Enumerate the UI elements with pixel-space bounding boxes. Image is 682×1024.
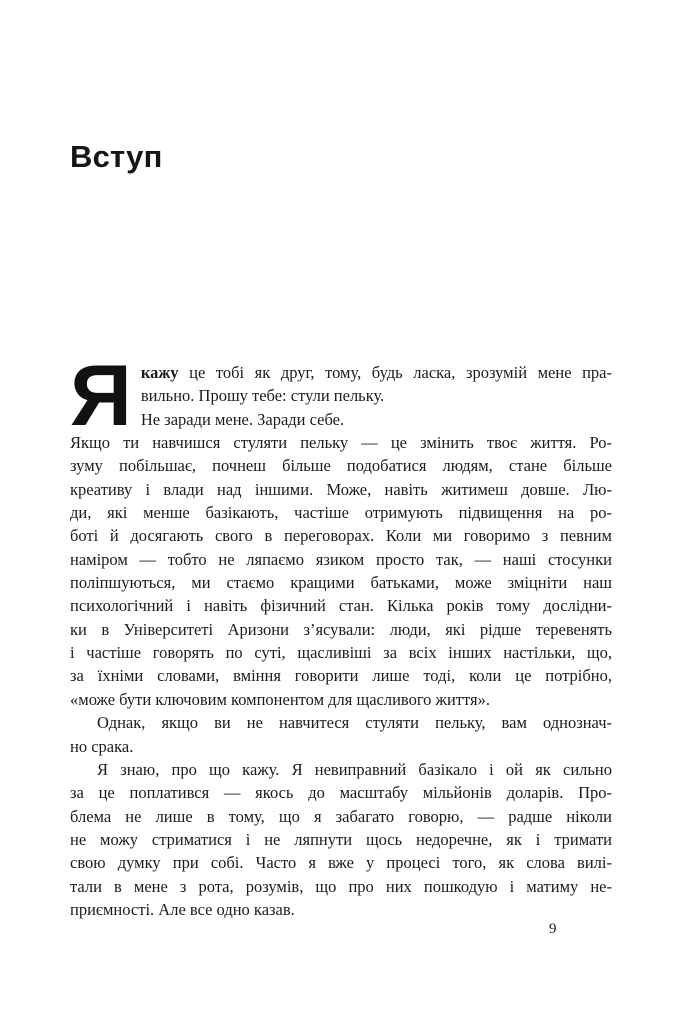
text-line: кажу це тобі як друг, тому, будь ласка, зрозумій мене пра- [140,363,612,382]
paragraph [70,431,612,711]
text-line: і частіше говорять по суті, щасливіші за всіх інших настільки, що, [70,643,612,663]
text-line: приємності. Але все одно казав. [70,899,295,919]
chapter-title: Вступ [70,139,163,174]
text-line: ки в Університеті Аризони з’ясували: люди, які рідше теревенять [70,619,612,639]
text-line: блема не лише в тому, що я забагато говорю, — радше ніколи [70,806,612,826]
body-text [70,348,612,921]
text-line: не можу стриматися і не ляпнути щось недоречне, як і тримати [70,829,612,849]
text-line: за їхніми словами, вміння говорити лише тоді, коли це потрібно, [70,666,612,686]
text-line: за це поплатився — якось до масштабу мільйонів доларів. Про- [70,783,612,803]
text-line: свою думку при собі. Часто я вже у процесі того, як слова вилі- [70,853,612,873]
text-line: креативу і влади над іншими. Може, навіть житимеш довше. Лю- [70,479,612,499]
drop-cap: Я [70,348,132,444]
text-line: ди, які менше базікають, частіше отримують підвищення на ро- [70,503,612,523]
paragraph [70,711,612,758]
text-line: Якщо ти навчишся стуляти пельку — це змінить твоє життя. Ро- [70,433,612,453]
text-line: Не заради мене. Заради себе. [140,409,345,429]
text-line: психологічний і навіть фізичний стан. Кілька років тому дослідни- [70,596,612,616]
text-line: наміром — тобто не ляпаємо язиком просто так, — наші стосунки [70,549,612,569]
text-line: тали в мене з рота, розумів, що про них пошкодую і матиму не- [70,876,612,896]
text-line: зуму побільшає, почнеш більше подобатися людям, стане більше [70,456,612,476]
text-line: поліпшуються, ми стаємо кращими батьками, може зміцніти наш [70,573,612,593]
text-line: боті й досягають свого в переговорах. Коли ми говоримо з певним [70,526,612,546]
paragraph [70,758,612,921]
text-line: вильно. Прошу тебе: стули пельку. [140,386,385,406]
page-number: 9 [549,921,557,937]
text-line: «може бути ключовим компонентом для щасливого життя». [70,689,490,709]
text-line: Я знаю, про що кажу. Я невиправний базікало і ой як сильно [97,759,612,779]
text-line: но срака. [70,736,134,756]
lead-bold-word: кажу [140,363,179,382]
text-line: Однак, якщо ви не навчитеся стуляти пельку, вам однознач- [97,713,612,733]
